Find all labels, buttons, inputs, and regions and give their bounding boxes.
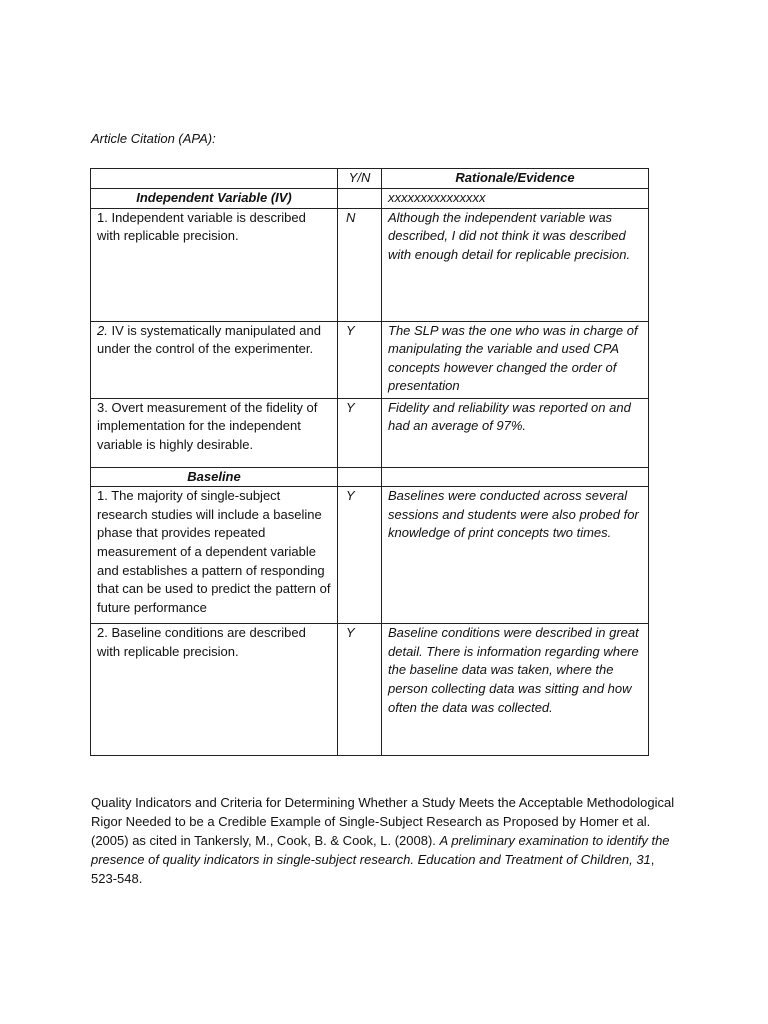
criterion-cell [91,321,338,398]
rationale-cell: Baselines were conducted across several sessions and students were also probed for knowledge of print concepts two times. [382,487,649,624]
header-yn: Y/N [338,169,382,189]
criterion-text: Independent variable is described with replicable precision. [97,209,306,244]
criterion-number: 2. [97,322,108,338]
iv-section-placeholder: xxxxxxxxxxxxxxx [382,189,649,209]
criterion-cell [91,487,338,624]
criterion-cell [91,208,338,321]
header-criterion-cell [91,169,338,189]
yn-cell: Y [338,624,382,756]
article-citation-label: Article Citation (APA): [91,131,216,146]
table-row [91,624,649,756]
rationale-cell: Although the independent variable was described, I did not think it was described with enough detail for replicable precision. [382,208,649,321]
criterion-number: 1. [97,209,108,225]
source-citation-paragraph [91,793,681,888]
criterion-text: Baseline conditions are described with replicable precision. [97,625,306,659]
baseline-section-row [91,467,649,487]
quality-indicators-table [90,168,649,756]
table-header-row [91,169,649,189]
table-row [91,321,649,398]
criterion-text: Overt measurement of the fidelity of implementation for the independent variable is highly desirable. [97,399,318,452]
iv-section-yn-cell [338,189,382,209]
source-citation-text: Quality Indicators and Criteria for Determining Whether a Study Meets the Acceptable Methodological Rigor Needed to be a Credible Example of Single-Subject Research as Proposed by Homer et al. (2005) as cited in Tankersly, M., Cook, B. & Cook, L. (2008). [91,795,675,848]
baseline-section-rationale-cell [382,467,649,487]
rationale-cell: Baseline conditions were described in great detail. There is information regarding where the baseline data was taken, where the person collecting data was sitting and how often the data was collected. [382,624,649,756]
header-rationale: Rationale/Evidence [382,169,649,189]
criterion-cell [91,398,338,467]
criterion-text: IV is systematically manipulated and under the control of the experimenter. [97,322,321,357]
criterion-number: 1. [97,488,108,504]
yn-cell: Y [338,487,382,624]
rationale-cell: Fidelity and reliability was reported on and had an average of 97%. [382,398,649,467]
baseline-section-yn-cell [338,467,382,487]
criterion-number: 2. [97,625,108,641]
table-row [91,487,649,624]
iv-section-label: Independent Variable (IV) [91,189,338,209]
yn-cell: Y [338,321,382,398]
table-row [91,398,649,467]
source-citation-pages: , 523-548. [91,852,655,886]
criterion-cell [91,624,338,756]
yn-cell: Y [338,398,382,467]
baseline-section-label: Baseline [91,467,338,487]
rationale-cell: The SLP was the one who was in charge of manipulating the variable and used CPA concepts however changed the order of presentation [382,321,649,398]
yn-cell: N [338,208,382,321]
criterion-number: 3. [97,399,108,415]
source-citation-title: A preliminary examination to identify the presence of quality indicators in single-subject research. Education and Treatment of Children, 31 [91,833,670,867]
criterion-text: The majority of single-subject research studies will include a baseline phase that provides repeated measurement of a dependent variable and establishes a pattern of responding that can be used to predict the pattern of future performance [97,488,331,615]
iv-section-row [91,189,649,209]
table-row [91,208,649,321]
